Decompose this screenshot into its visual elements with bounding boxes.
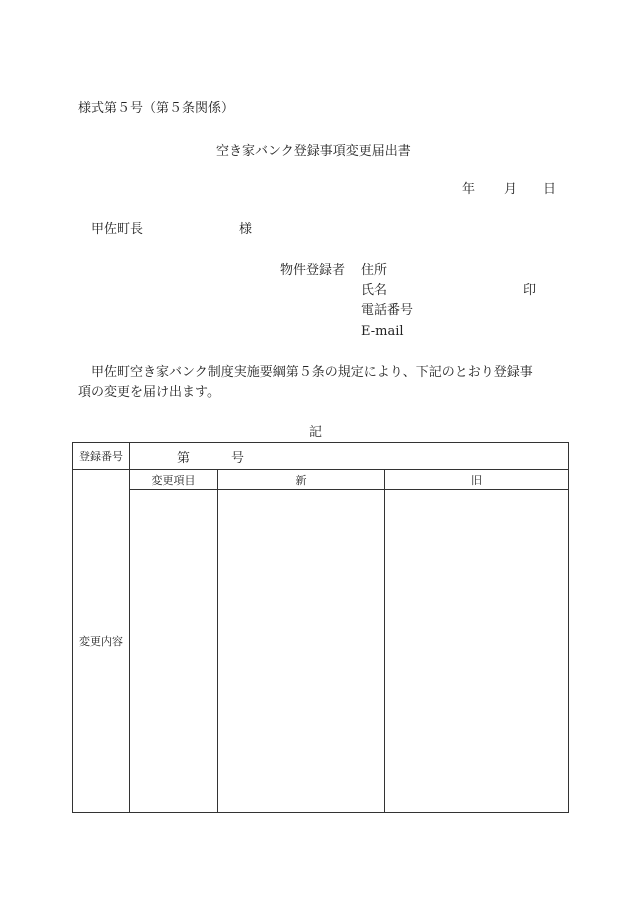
date-year-label: 年	[462, 182, 476, 197]
phone-label: 電話番号	[361, 303, 414, 318]
reg-number-suffix: 号	[231, 450, 245, 466]
address-label: 住所	[361, 263, 388, 278]
change-content-label: 変更内容	[73, 470, 130, 813]
ki-heading: 記	[309, 425, 323, 440]
document-title: 空き家バンク登録事項変更届出書	[216, 144, 411, 159]
applicant-label: 物件登録者	[280, 263, 346, 278]
date-month-label: 月	[504, 182, 518, 197]
col-header-item: 変更項目	[130, 470, 218, 490]
email-label: E-mail	[361, 324, 404, 339]
date-day-label: 日	[543, 182, 557, 197]
addressee-honorific: 様	[239, 222, 253, 237]
form-number: 様式第５号（第５条関係）	[78, 101, 235, 116]
body-text-line-1: 甲佐町空き家バンク制度実施要綱第５条の規定により、下記のとおり登録事	[91, 365, 533, 380]
change-form-table	[72, 442, 569, 813]
old-value-cell[interactable]	[385, 490, 569, 813]
change-item-cell[interactable]	[130, 490, 218, 813]
name-label: 氏名	[361, 283, 388, 298]
col-header-old: 旧	[385, 470, 569, 490]
new-value-cell[interactable]	[218, 490, 385, 813]
body-text-line-2: 項の変更を届け出ます。	[78, 385, 220, 400]
addressee-name: 甲佐町長	[91, 222, 144, 237]
col-header-new: 新	[218, 470, 385, 490]
seal-label: 印	[523, 283, 537, 298]
reg-number-cell[interactable]	[130, 443, 569, 470]
reg-number-label: 登録番号	[73, 443, 130, 470]
reg-number-prefix: 第	[177, 450, 191, 466]
